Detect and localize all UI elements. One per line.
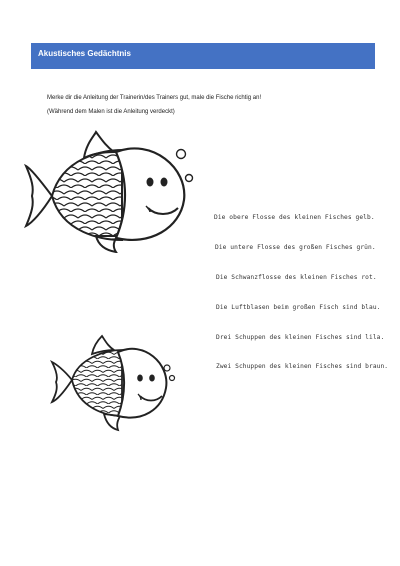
page-title: Akustisches Gedächtnis — [38, 49, 131, 58]
big-fish-bubble — [177, 150, 186, 159]
big-fish-head — [116, 148, 184, 239]
big-fish-bubble — [186, 175, 193, 182]
big-fish-drawing — [22, 128, 202, 253]
small-fish-bubble — [170, 376, 175, 381]
instruction-line: Merke dir die Anleitung der Trainerin/des Trainers gut, male die Fische richtig an! — [47, 95, 262, 101]
big-fish-tail — [26, 166, 52, 226]
task-item: Drei Schuppen des kleinen Fisches sind lila. — [216, 334, 385, 341]
small-fish-drawing — [48, 332, 178, 432]
task-item: Die obere Flosse des kleinen Fisches gelb. — [214, 214, 375, 221]
task-item: Die Schwanzflosse des kleinen Fisches rot. — [216, 274, 377, 281]
small-fish-head — [118, 349, 166, 418]
small-fish-bubble — [164, 365, 170, 371]
small-fish-tail — [52, 362, 72, 402]
task-item: Die Luftblasen beim großen Fisch sind blau. — [216, 304, 381, 311]
header-bar — [31, 43, 375, 69]
instruction-note: (Während dem Malen ist die Anleitung verdeckt) — [47, 109, 175, 115]
task-item: Die untere Flosse des großen Fisches grün. — [215, 244, 376, 251]
task-item: Zwei Schuppen des kleinen Fisches sind braun. — [216, 363, 389, 370]
